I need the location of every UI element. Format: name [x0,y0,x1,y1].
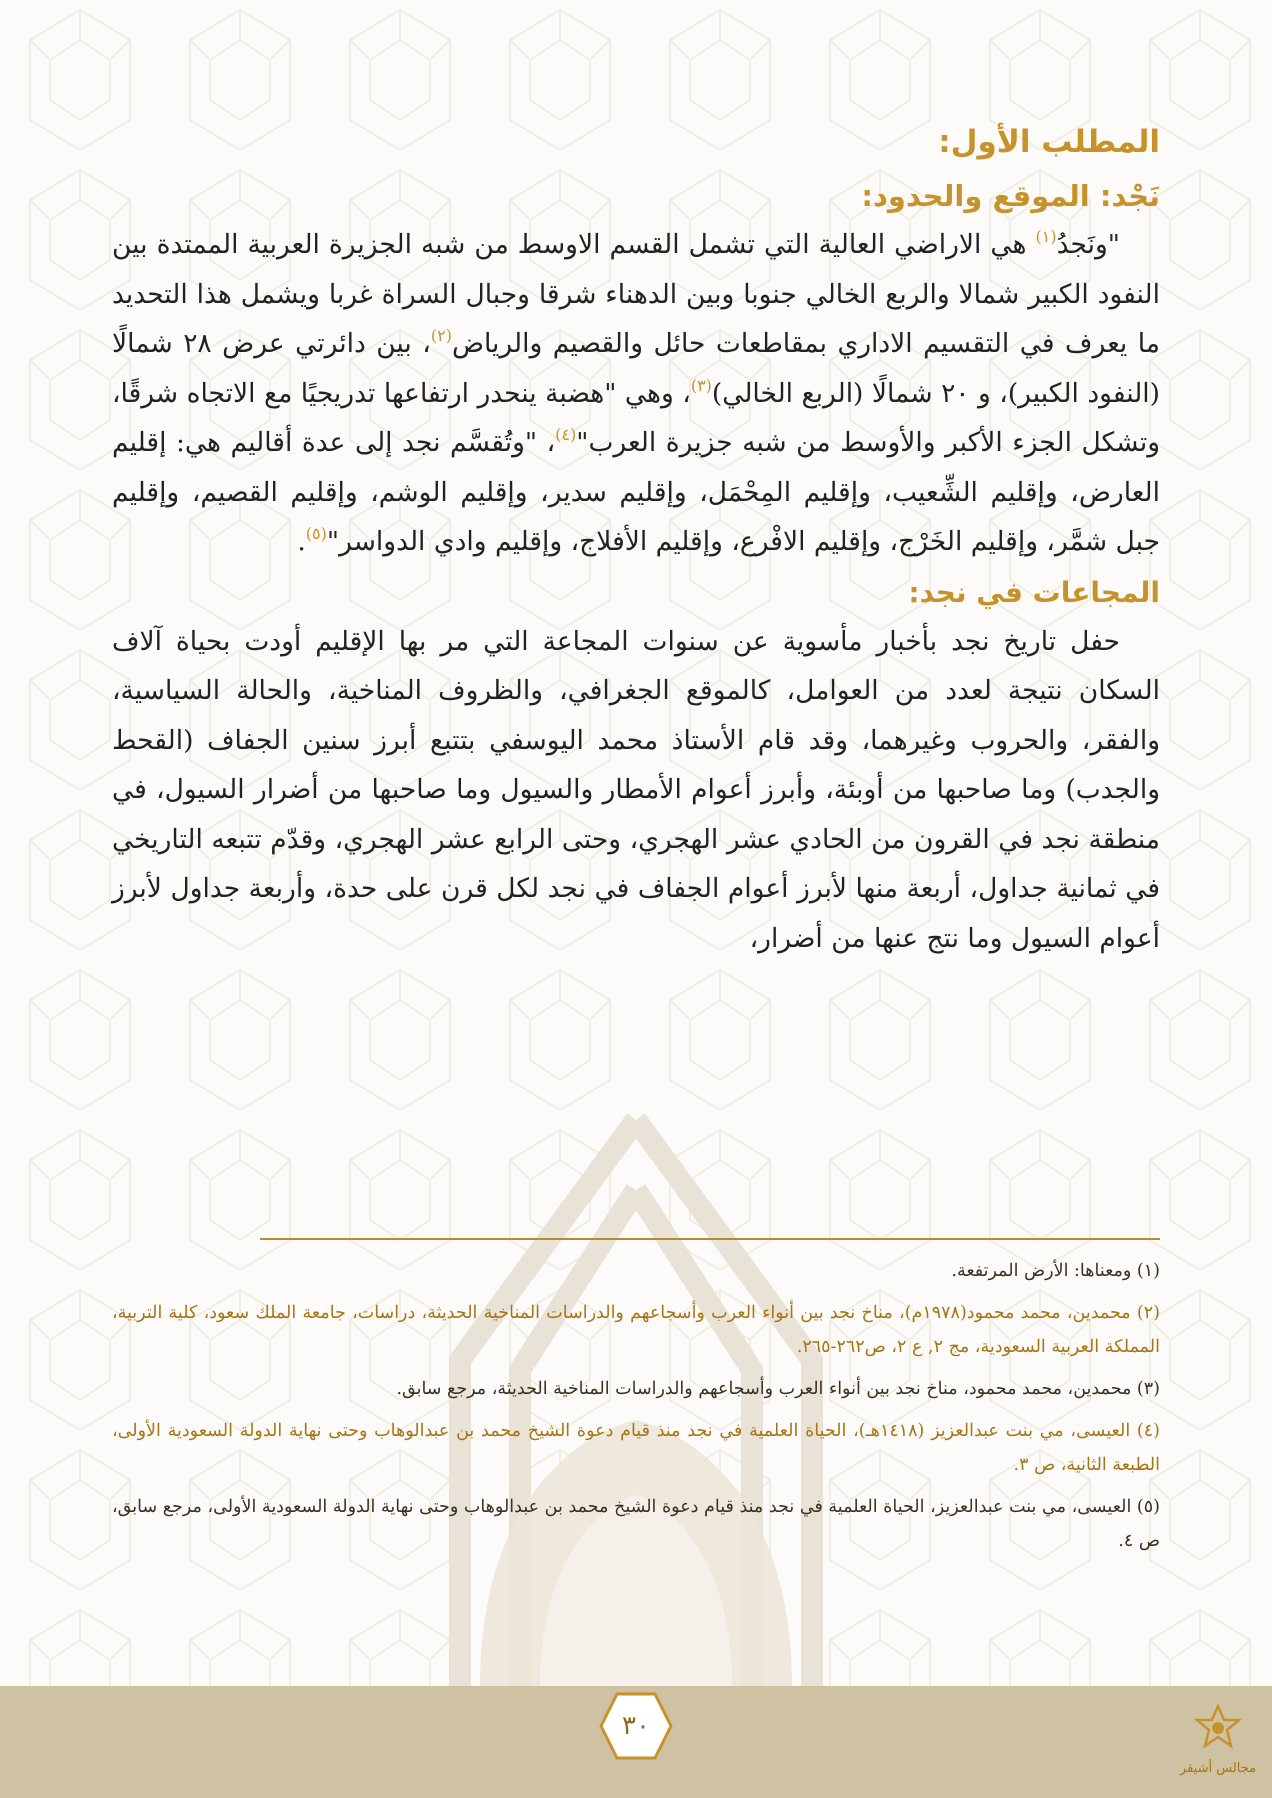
footnote-ref-2[interactable]: (٢) [430,326,452,345]
logo-emblem-icon [1193,1703,1243,1753]
section-title: المطلب الأول: [938,124,1160,160]
logo [1178,1703,1258,1793]
footnote-1: (١) ومعناها: الأرض المرتفعة. [951,1261,1160,1281]
footnote-4: (٤) العيسى، مي بنت عبدالعزيز (١٤١٨هـ)، الحياة العلمية في نجد منذ قيام دعوة الشيخ محمد بن عبدالوهاب وحتى نهاية الدولة السعودية الأولى، الطبعة الثانية، ص ٣. [112,1421,1160,1475]
footnote-ref-5[interactable]: (٥) [305,524,327,543]
paragraph-text: . [297,526,306,557]
main-content [112,100,1160,963]
footnote-ref-4[interactable]: (٤) [555,425,577,444]
paragraph-text: "ونَجدُ [1056,229,1120,260]
footnote-5: (٥) العيسى، مي بنت عبدالعزيز، الحياة العلمية في نجد منذ قيام دعوة الشيخ محمد بن عبدالوهاب وحتى نهاية الدولة السعودية الأولى، مرجع سابق، ص ٤. [112,1497,1160,1551]
paragraph-famines [112,617,1160,964]
page-number-badge [587,1688,685,1764]
paragraph-text: ، بين دائرتي عرض ٢٨ شمالًا (النفود الكبير)، و ٢٠ شمالًا (الربع الخالي) [112,328,1160,409]
footnote-2: (٢) محمدين، محمد محمود(١٩٧٨م)، مناخ نجد بين أنواء العرب وأسجاعهم والدراسات المناخية الحديثة، دراسات، جامعة الملك سعود، كلية التربية، المملكة العربية السعودية، مج ٢, ع ٢، ص٢٦٢-٢٦٥. [112,1303,1160,1357]
page-number: ٣٠ [622,1711,650,1741]
subsection-title-famines: المجاعات في نجد: [908,575,1160,609]
footnote-ref-1[interactable]: (١) [1035,227,1057,246]
paragraph-text: حفل تاريخ نجد بأخبار مأسوية عن سنوات المجاعة التي مر بها الإقليم أودت بحياة آلاف السكان نتيجة لعدد من العوامل، كالموقع الجغرافي، والظروف المناخية، والحالة السياسية، والفقر، والحروب وغيرهما، وقد قام الأستاذ محمد اليوسفي بتتبع أبرز سنين الجفاف (القحط والجدب) وما صاحبها من أوبئة، وأبرز أعوام الأمطار والسيول وما صاحبها من أضرار السيول، في منطقة نجد في القرون من الحادي عشر الهجري، وحتى الرابع عشر الهجري، وقدّم تتبعه التاريخي في ثمانية جداول، أربعة منها لأبرز أعوام الجفاف في نجد لكل قرن على حدة، وأربعة جداول لأبرز أعوام السيول وما نتج عنها من أضرار، [112,625,1160,954]
paragraph-location [112,220,1160,567]
footnote-divider [260,1238,1160,1240]
paragraph-text: ، وهي "هضبة ينحدر ارتفاعها تدريجيًا مع الاتجاه شرقًا، وتشكل الجزء الأكبر والأوسط من شبه جزيرة العرب" [112,377,1160,458]
subsection-title-location: نَجْد: الموقع والحدود: [861,179,1160,213]
logo-text: مجالس أشيقر [1179,1761,1257,1776]
footnote-ref-3[interactable]: (٣) [690,375,712,395]
footnote-3: (٣) محمدين، محمد محمود، مناخ نجد بين أنواء العرب وأسجاعهم والدراسات المناخية الحديثة، مرجع سابق. [396,1379,1160,1399]
paragraph-text: هي الاراضي العالية التي تشمل القسم الاوسط من شبه الجزيرة العربية الممتدة بين النفود الكبير شمالا والربع الخالي جنوبا وبين الدهناء شرقا وجبال السراة غربا ويشمل هذا التحديد ما يعرف في التقسيم الاداري بمقاطعات حائل والقصيم والرياض [112,229,1160,359]
paragraph-text: ، "وتُقسَّم نجد إلى عدة أقاليم هي: إقليم العارض، وإقليم الشِّعيب، وإقليم المِحْمَل، وإقليم سدير، وإقليم الوشم، وإقليم القصيم، وإقليم جبل شمَّر، وإقليم الخَرْج، وإقليم الافْرع، وإقليم الأفلاج، وإقليم وادي الدواسر" [112,427,1160,557]
footnotes-section [112,1238,1160,1566]
